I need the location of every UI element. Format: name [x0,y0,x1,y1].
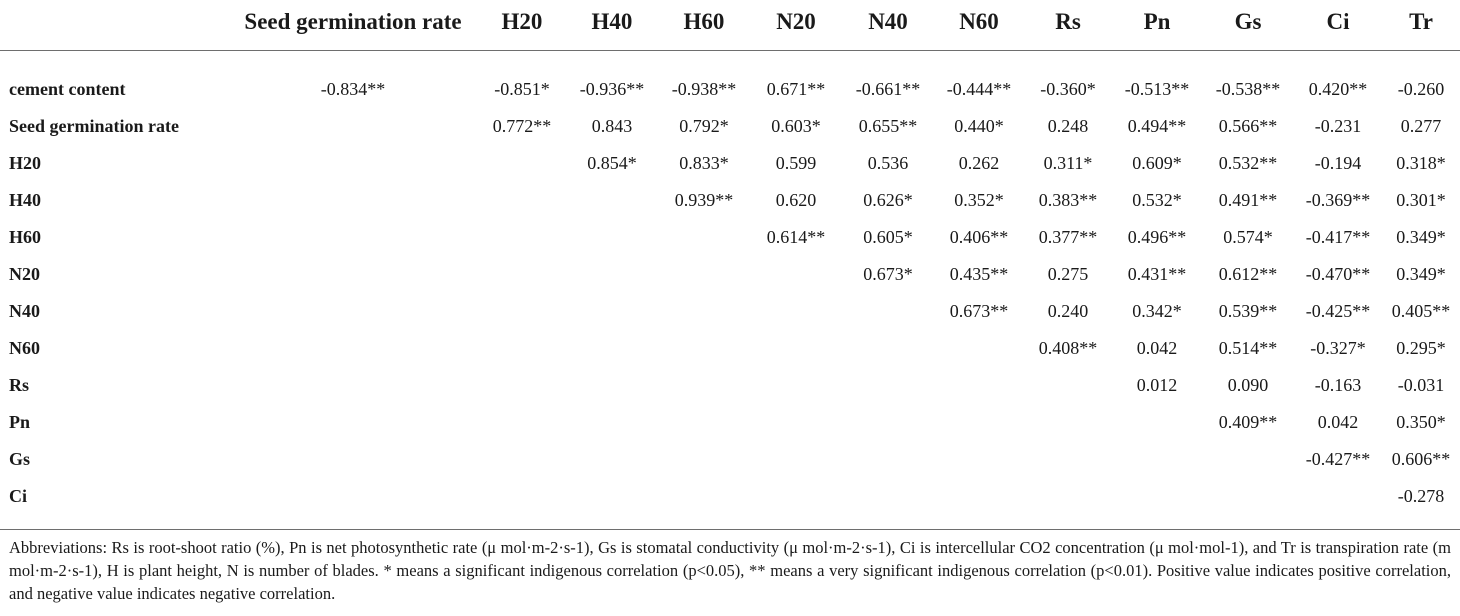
table-cell [1024,404,1112,441]
table-cell: -0.427** [1305,449,1371,469]
table-cell: 0.609* [1132,153,1182,173]
row-label: N20 [9,264,40,284]
table-cell [750,293,842,330]
table-cell [478,182,566,219]
table-row [0,182,1460,219]
column-header: Seed germination rate [244,9,462,34]
table-cell: 0.262 [958,153,1000,173]
table-cell: 0.514** [1218,338,1278,358]
table-cell [1202,478,1294,530]
row-label: H60 [9,227,42,247]
table-cell: -0.470** [1305,264,1371,284]
table-cell: -0.031 [1397,375,1445,395]
table-cell [228,256,478,293]
table-cell: 0.352* [954,190,1004,210]
table-cell: 0.342* [1132,301,1182,321]
table-row [0,367,1460,404]
table-cell: 0.620 [775,190,817,210]
row-label: Gs [9,449,31,469]
table-cell [750,367,842,404]
table-cell [934,478,1024,530]
table-cell: 0.532** [1218,153,1278,173]
table-cell [228,404,478,441]
table-row [0,219,1460,256]
table-cell [658,478,750,530]
column-header: Tr [1409,9,1433,34]
table-cell: 0.673** [949,301,1009,321]
table-cell: -0.661** [855,79,921,99]
table-cell: 0.405** [1391,301,1451,321]
column-header: H20 [501,9,543,34]
table-cell [934,367,1024,404]
table-cell [478,256,566,293]
column-header: H60 [683,9,725,34]
table-cell [1112,441,1202,478]
table-cell [934,441,1024,478]
table-cell: -0.538** [1215,79,1281,99]
table-cell [228,293,478,330]
column-header: N20 [776,9,816,34]
header-row [0,0,1460,51]
table-cell [566,404,658,441]
table-cell [228,367,478,404]
table-row [0,145,1460,182]
table-cell [478,478,566,530]
column-header: N40 [868,9,908,34]
table-cell [934,404,1024,441]
table-cell: 0.440* [954,116,1004,136]
table-cell: -0.163 [1314,375,1362,395]
table-cell: -0.444** [946,79,1012,99]
table-cell: 0.012 [1136,375,1178,395]
table-cell [750,330,842,367]
table-cell [478,404,566,441]
table-cell: 0.295* [1396,338,1446,358]
table-cell [658,367,750,404]
table-cell: 0.494** [1127,116,1187,136]
table-cell [228,330,478,367]
table-cell [566,478,658,530]
table-cell [566,182,658,219]
table-cell: -0.936** [579,79,645,99]
row-label: N40 [9,301,40,321]
table-cell: 0.431** [1127,264,1187,284]
table-row [0,256,1460,293]
column-header: H40 [591,9,633,34]
table-row [0,441,1460,478]
table-cell [658,293,750,330]
table-cell [228,478,478,530]
table-cell [566,441,658,478]
table-cell [228,145,478,182]
table-cell [1024,441,1112,478]
table-cell: 0.833* [679,153,729,173]
table-cell [566,330,658,367]
table-row [0,478,1460,530]
table-cell: 0.612** [1218,264,1278,284]
table-cell: -0.369** [1305,190,1371,210]
table-cell: 0.406** [949,227,1009,247]
table-cell: 0.491** [1218,190,1278,210]
table-cell: 0.275 [1047,264,1089,284]
table-cell [750,478,842,530]
table-cell: -0.327* [1310,338,1366,358]
table-cell [658,256,750,293]
table-cell: -0.425** [1305,301,1371,321]
table-cell [934,330,1024,367]
table-cell: 0.671** [766,79,826,99]
table-row [0,404,1460,441]
row-label: Pn [9,412,31,432]
table-cell: 0.420** [1308,79,1368,99]
table-cell: -0.417** [1305,227,1371,247]
table-cell: -0.834** [320,79,386,99]
table-cell: 0.350* [1396,412,1446,432]
table-cell: 0.566** [1218,116,1278,136]
table-row [0,293,1460,330]
table-cell: 0.318* [1396,153,1446,173]
table-cell [1024,367,1112,404]
table-cell: 0.377** [1038,227,1098,247]
row-label: H40 [9,190,42,210]
table-cell [658,330,750,367]
table-cell: 0.240 [1047,301,1089,321]
table-cell [478,219,566,256]
row-label: cement content [9,79,126,99]
table-cell [566,367,658,404]
column-header: Rs [1055,9,1081,34]
table-cell: 0.042 [1136,338,1178,358]
table-row [0,51,1460,109]
table-cell [478,293,566,330]
table-cell: 0.349* [1396,264,1446,284]
table-row [0,108,1460,145]
table-cell [842,404,934,441]
table-cell: 0.311* [1043,153,1093,173]
table-cell [750,404,842,441]
table-cell: 0.090 [1227,375,1269,395]
table-cell: 0.408** [1038,338,1098,358]
table-cell: 0.042 [1317,412,1359,432]
table-cell: 0.301* [1396,190,1446,210]
table-cell [658,219,750,256]
table-cell: 0.574* [1223,227,1273,247]
table-cell [842,330,934,367]
table-header [0,0,1460,51]
table-cell: 0.606** [1391,449,1451,469]
row-label: H20 [9,153,42,173]
table-cell [566,256,658,293]
table-cell: 0.605* [863,227,913,247]
table-cell: 0.539** [1218,301,1278,321]
row-label: Rs [9,375,30,395]
table-cell [228,219,478,256]
table-cell: -0.851* [494,79,550,99]
table-cell [478,145,566,182]
table-cell: 0.599 [775,153,817,173]
table-cell: 0.792* [679,116,729,136]
table-cell: 0.772** [492,116,552,136]
table-cell: 0.532* [1132,190,1182,210]
table-cell [1112,478,1202,530]
table-cell: 0.248 [1047,116,1089,136]
column-header: Gs [1234,9,1262,34]
row-label: N60 [9,338,40,358]
table-cell [566,293,658,330]
table-cell [750,256,842,293]
table-cell: 0.603* [771,116,821,136]
table-cell [1202,441,1294,478]
table-cell [842,293,934,330]
table-cell: 0.673* [863,264,913,284]
table-cell [658,441,750,478]
table-cell [1112,404,1202,441]
row-label: Seed germination rate [9,116,179,136]
table-cell [842,478,934,530]
table-cell [842,367,934,404]
table-cell: -0.360* [1040,79,1096,99]
table-cell [228,182,478,219]
column-header: Ci [1326,9,1350,34]
table-cell: 0.409** [1218,412,1278,432]
table-row [0,330,1460,367]
table-footnote: Abbreviations: Rs is root-shoot ratio (%), Pn is net photosynthetic rate (μ mol·m-2·s-1), Gs is stomatal conductivity (μ mol·m-2·s-1), Ci is intercellular CO2 concentration (μ mol·mol-1), and Tr is transpiration rate (m mol·m-2·s-1), H is plant height, N is number of blades. * means a significant indigenous correlation (p<0.05), ** means a very significant indigenous correlation (p<0.01). Positive value indicates positive correlation, and negative value indicates negative correlation. [9,538,1451,603]
table-cell: 0.435** [949,264,1009,284]
table-cell [228,108,478,145]
column-header: Pn [1143,9,1171,34]
table-cell: 0.939** [674,190,734,210]
table-body [0,51,1460,530]
table-cell: 0.383** [1038,190,1098,210]
table-cell: 0.536 [867,153,909,173]
table-cell [658,404,750,441]
table-cell: 0.349* [1396,227,1446,247]
table-cell: -0.260 [1397,79,1445,99]
table-cell [478,441,566,478]
table-cell: 0.655** [858,116,918,136]
table-cell [228,441,478,478]
table-cell: -0.278 [1397,486,1445,506]
table-cell: -0.231 [1314,116,1362,136]
table-cell [1024,478,1112,530]
table-cell: 0.626* [863,190,913,210]
table-cell: -0.194 [1314,153,1362,173]
table-cell: 0.854* [587,153,637,173]
column-header: N60 [959,9,999,34]
table-cell: 0.277 [1400,116,1442,136]
table-cell [1294,478,1382,530]
header-corner [0,0,228,51]
table-cell: 0.843 [591,116,633,136]
table-cell: 0.496** [1127,227,1187,247]
table-cell [750,441,842,478]
table-cell: -0.513** [1124,79,1190,99]
table-cell: 0.614** [766,227,826,247]
table-cell: -0.938** [671,79,737,99]
table-cell [842,441,934,478]
table-cell [478,330,566,367]
table-cell [566,219,658,256]
table-cell [478,367,566,404]
row-label: Ci [9,486,27,506]
